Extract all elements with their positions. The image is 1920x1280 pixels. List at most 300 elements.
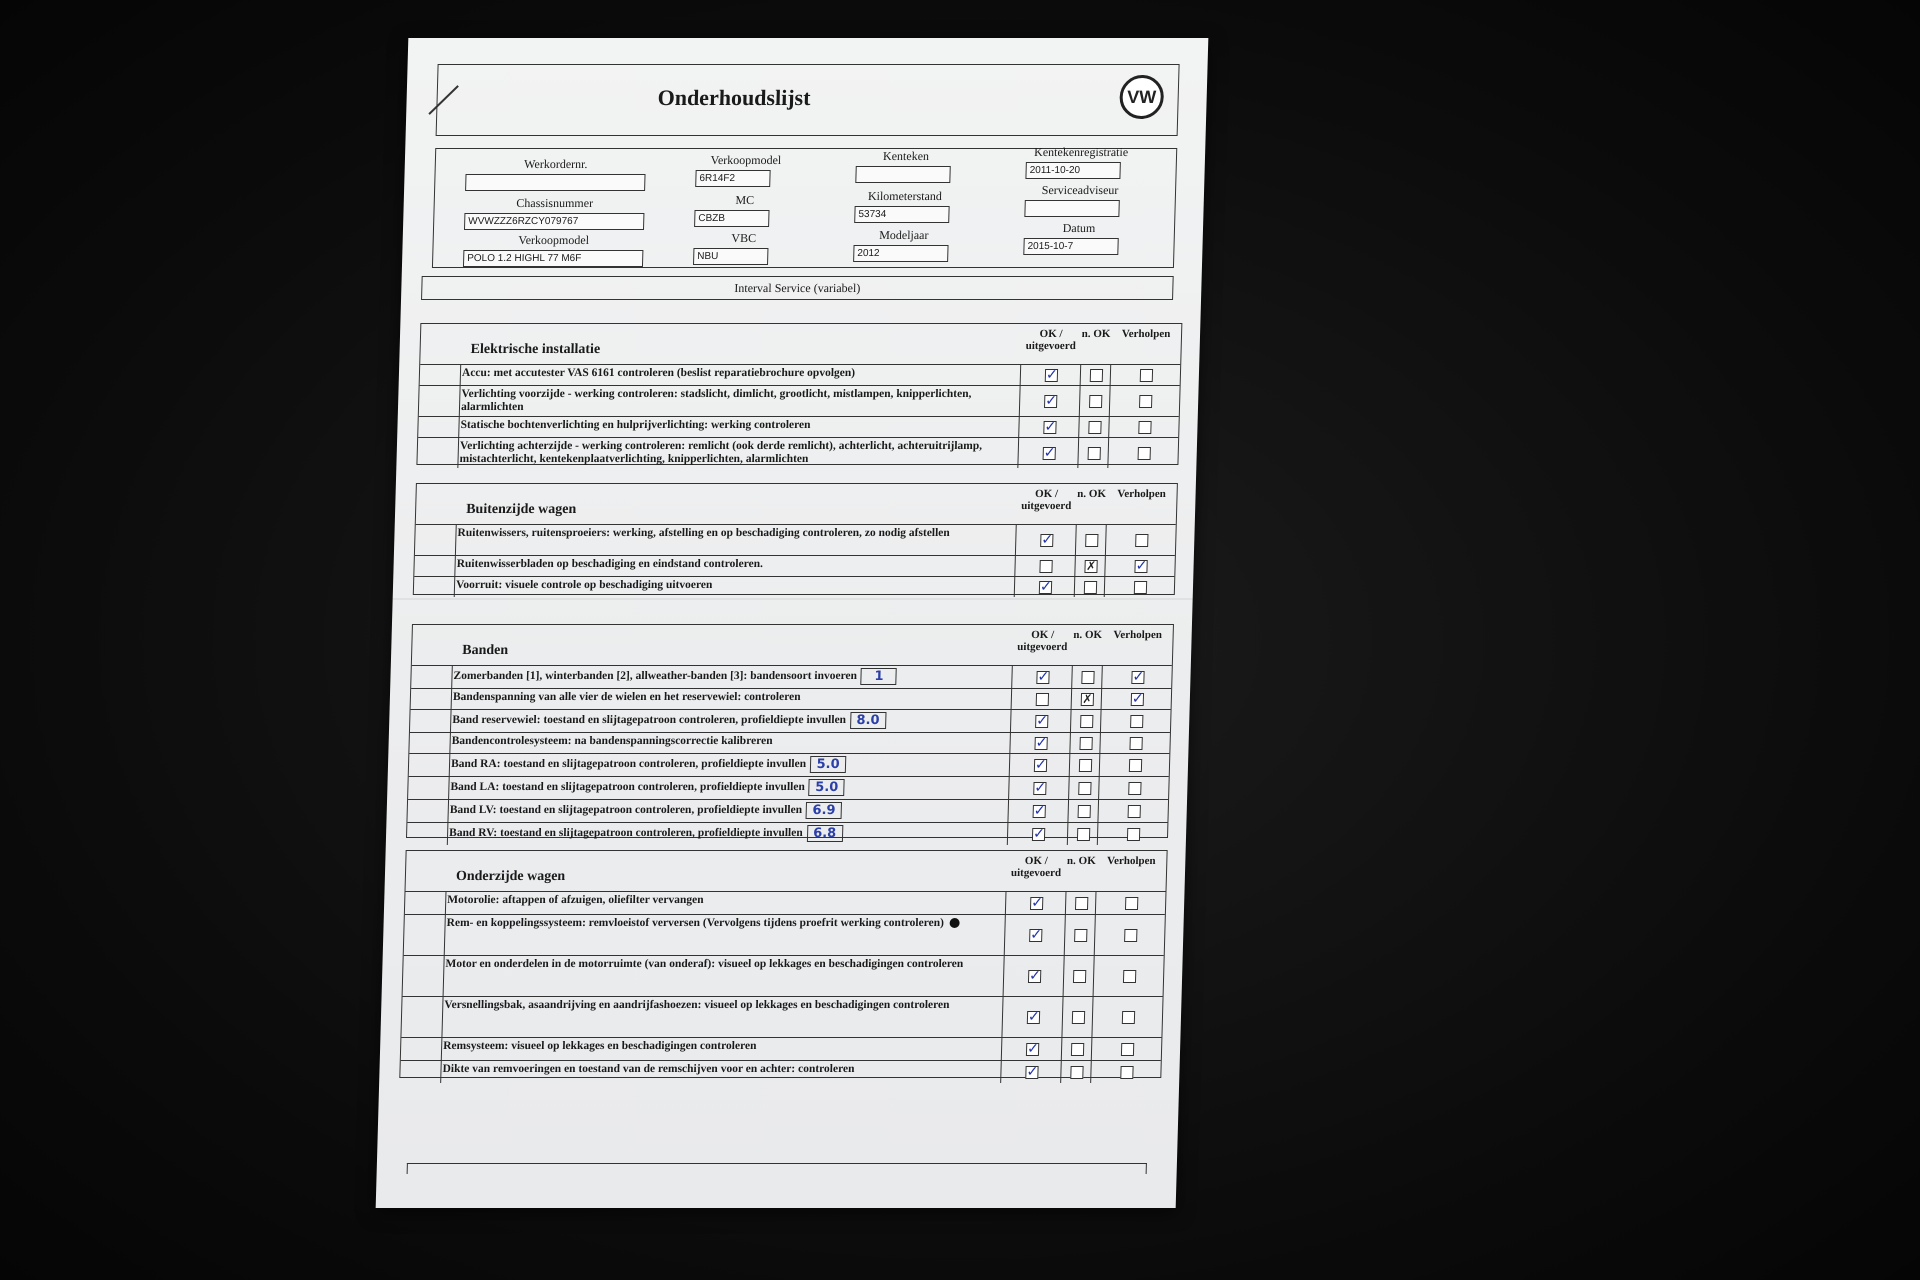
- checklist-row: [407, 822, 1168, 845]
- cell-nok: [1071, 666, 1103, 688]
- fix-checkbox[interactable]: [1128, 782, 1141, 795]
- section-rows: [414, 524, 1176, 597]
- fix-checkbox[interactable]: [1120, 1066, 1133, 1079]
- nok-checkbox[interactable]: [1073, 970, 1086, 983]
- ok-checkbox[interactable]: ✓: [1026, 1064, 1039, 1080]
- row-text: [445, 958, 1003, 971]
- row-label: Zomerbanden [1], winterbanden [2], allweather-banden [3]: bandensoort invoeren: [453, 670, 858, 683]
- row-tab: [401, 1038, 443, 1060]
- cell-ok: [1001, 997, 1063, 1037]
- row-cells: [1000, 1061, 1161, 1083]
- row-text: [450, 802, 1008, 819]
- title-box: [436, 64, 1180, 136]
- paper-fold: [393, 598, 1193, 600]
- cell-nok: [1063, 956, 1095, 996]
- ok-checkbox[interactable]: ✓: [1035, 735, 1048, 751]
- checklist-row: [409, 753, 1170, 776]
- fix-checkbox[interactable]: [1140, 369, 1153, 382]
- cell-ok: [1000, 1061, 1062, 1083]
- bottom-border: [407, 1163, 1147, 1174]
- fix-checkbox[interactable]: ✓: [1131, 691, 1144, 707]
- bullet-dot-icon: [950, 918, 960, 928]
- row-label: Versnellingsbak, asaandrijving en aandrijfashoezen: visueel op lekkages en beschadigingen controleren: [444, 999, 950, 1011]
- cell-fix: [1101, 689, 1173, 709]
- info-verkoopmodel-full: [463, 233, 644, 267]
- row-text: [459, 440, 1018, 466]
- row-cells: [1007, 800, 1168, 822]
- datum-field: 2015-10-7: [1023, 238, 1118, 255]
- fix-checkbox[interactable]: ✓: [1132, 669, 1145, 685]
- cell-fix: [1104, 556, 1176, 576]
- kilometerstand-field: 53734: [854, 206, 949, 223]
- ok-checkbox[interactable]: [1036, 693, 1049, 706]
- cell-fix: [1097, 800, 1169, 822]
- cell-fix: [1109, 386, 1181, 416]
- nok-checkbox[interactable]: [1090, 369, 1103, 382]
- row-tab: [415, 525, 457, 555]
- fix-checkbox[interactable]: [1128, 805, 1141, 818]
- cell-ok: [1010, 710, 1072, 732]
- cell-fix: [1091, 1038, 1163, 1060]
- ok-checkbox[interactable]: ✓: [1034, 757, 1047, 773]
- info-serviceadviseur: [1024, 183, 1135, 217]
- cell-nok: [1065, 892, 1097, 914]
- nok-checkbox[interactable]: ✗: [1085, 559, 1097, 573]
- info-chassisnummer: [464, 196, 645, 230]
- cell-nok: [1061, 997, 1093, 1037]
- column-header-nok: n. OK: [1073, 629, 1103, 641]
- column-header-fix: Verholpen: [1121, 328, 1171, 340]
- row-text: [442, 1063, 1000, 1076]
- section-header: [416, 484, 1177, 524]
- info-label: Kenteken: [882, 149, 930, 163]
- handwritten-value: 5.0: [810, 756, 846, 773]
- row-tab: [420, 365, 462, 385]
- cell-nok: [1067, 823, 1099, 845]
- row-text: [450, 779, 1008, 796]
- column-header-nok: n. OK: [1077, 488, 1107, 500]
- checklist-row: [405, 891, 1166, 914]
- row-tab: [401, 997, 443, 1037]
- column-header-ok: OK / uitgevoerd: [1010, 855, 1062, 879]
- vbc-field: NBU: [693, 248, 768, 265]
- section-title: Banden: [462, 643, 509, 658]
- checklist-row: [407, 799, 1168, 822]
- cell-nok: [1069, 754, 1101, 776]
- verkoopmodel-field: 6R14F2: [695, 170, 770, 187]
- row-text: [452, 735, 1010, 748]
- row-text: [452, 712, 1010, 729]
- row-text: [457, 527, 1015, 540]
- section-1: [413, 483, 1178, 595]
- fix-checkbox[interactable]: [1124, 929, 1137, 942]
- checklist-row: [411, 665, 1172, 688]
- cell-fix: [1108, 417, 1180, 437]
- info-label: Verkoopmodel: [710, 153, 782, 167]
- ok-checkbox[interactable]: ✓: [1044, 393, 1058, 409]
- section-2: [406, 624, 1174, 842]
- nok-checkbox[interactable]: [1075, 897, 1088, 910]
- row-tab: [405, 892, 447, 914]
- column-header-ok: OK / uitgevoerd: [1025, 328, 1076, 352]
- cell-fix: [1107, 438, 1179, 468]
- row-text: [449, 825, 1007, 842]
- row-label: Statische bochtenverlichting en hulprijverlichting: werking controleren: [460, 419, 811, 431]
- row-text: [456, 558, 1014, 571]
- info-kentekenregistratie: [1025, 145, 1136, 179]
- cell-nok: [1074, 556, 1106, 576]
- row-tab: [400, 1061, 442, 1083]
- ok-checkbox[interactable]: ✓: [1030, 895, 1044, 911]
- cell-nok: [1078, 417, 1110, 437]
- column-header-fix: Verholpen: [1106, 855, 1156, 867]
- row-label: Voorruit: visuele controle op beschadiging uitvoeren: [455, 579, 713, 591]
- checklist-row: [400, 1060, 1161, 1083]
- row-text: [447, 894, 1005, 907]
- row-tab: [409, 754, 451, 776]
- fix-checkbox[interactable]: [1129, 737, 1142, 750]
- section-rows: [400, 891, 1165, 1083]
- nok-checkbox[interactable]: [1085, 534, 1098, 547]
- nok-checkbox[interactable]: [1081, 671, 1094, 684]
- checklist-row: [403, 955, 1164, 996]
- cell-nok: [1064, 915, 1096, 955]
- column-header-ok: OK / uitgevoerd: [1017, 629, 1068, 653]
- ok-checkbox[interactable]: ✓: [1044, 419, 1057, 435]
- nok-checkbox[interactable]: [1071, 1043, 1084, 1056]
- row-label: Rem- en koppelingssysteem: remvloeistof verversen (Vervolgens tijdens proefrit werking controleren): [446, 917, 945, 929]
- info-label: Serviceadviseur: [1041, 183, 1119, 197]
- row-tab: [414, 577, 456, 597]
- row-cells: [1004, 915, 1165, 955]
- row-text: [446, 917, 1004, 930]
- cell-fix: [1110, 365, 1182, 385]
- row-cells: [1020, 365, 1181, 385]
- ok-checkbox[interactable]: ✓: [1037, 669, 1050, 685]
- info-kenteken: [855, 149, 956, 183]
- cell-fix: [1099, 733, 1171, 753]
- checklist-row: [414, 555, 1175, 576]
- modeljaar-field: 2012: [853, 245, 948, 262]
- checklist-row: [418, 416, 1179, 437]
- info-modeljaar: [853, 228, 954, 262]
- row-tab: [403, 956, 445, 996]
- checklist-row: [415, 524, 1176, 555]
- info-verkoopmodel: [695, 153, 796, 187]
- ok-checkbox[interactable]: ✓: [1036, 713, 1049, 729]
- cell-fix: [1097, 823, 1169, 845]
- row-cells: [1001, 1038, 1162, 1060]
- cell-nok: [1060, 1061, 1092, 1083]
- nok-checkbox[interactable]: [1072, 1011, 1085, 1024]
- cell-fix: [1105, 525, 1177, 555]
- cell-ok: [1001, 1038, 1063, 1060]
- cell-ok: [1007, 823, 1069, 845]
- row-label: Motorolie: aftappen of afzuigen, oliefilter vervangen: [447, 894, 704, 906]
- row-text: [456, 579, 1014, 592]
- handwritten-value: 5.0: [809, 779, 845, 796]
- nok-checkbox[interactable]: [1079, 737, 1092, 750]
- checklist-row: [409, 732, 1170, 753]
- row-label: Band LV: toestand en slijtagepatroon controleren, profieldiepte invullen: [449, 804, 803, 817]
- row-cells: [1017, 438, 1178, 468]
- row-tab: [408, 777, 450, 799]
- row-label: Verlichting voorzijde - werking controleren: stadslicht, dimlicht, grootlicht, mistlampen, knipperlichten, alarmlichten: [460, 388, 972, 413]
- vw-logo-icon: VW: [1119, 75, 1164, 119]
- row-label: Ruitenwissers, ruitensproeiers: werking, afstelling en op beschadiging controleren, zo nodig afstellen: [457, 527, 950, 539]
- section-rows: [417, 364, 1180, 468]
- fix-checkbox[interactable]: [1122, 1011, 1135, 1024]
- row-cells: [1014, 577, 1175, 597]
- row-text: [451, 756, 1009, 773]
- info-kilometerstand: [854, 189, 955, 223]
- ok-checkbox[interactable]: ✓: [1026, 1041, 1040, 1057]
- cell-nok: [1069, 733, 1101, 753]
- cell-ok: [1003, 956, 1065, 996]
- row-text: [462, 367, 1020, 380]
- kentekenregistratie-field: 2011-10-20: [1025, 162, 1120, 179]
- cell-ok: [1004, 915, 1066, 955]
- row-tab: [411, 666, 453, 688]
- row-cells: [1011, 689, 1172, 709]
- fix-checkbox[interactable]: [1123, 970, 1136, 983]
- fix-checkbox[interactable]: [1135, 534, 1148, 547]
- handwritten-value: 1: [861, 668, 897, 685]
- ok-checkbox[interactable]: ✓: [1032, 826, 1046, 842]
- cell-fix: [1094, 915, 1166, 955]
- ok-checkbox[interactable]: ✓: [1028, 968, 1042, 984]
- row-label: Accu: met accutester VAS 6161 controleren (beslist reparatiebrochure opvolgen): [461, 367, 856, 379]
- chassisnummer-field: WVWZZZ6RZCY079767: [464, 213, 644, 230]
- section-header: [420, 324, 1181, 364]
- cell-nok: [1061, 1038, 1093, 1060]
- column-header-nok: n. OK: [1081, 328, 1111, 340]
- nok-checkbox[interactable]: [1074, 929, 1087, 942]
- column-header-fix: Verholpen: [1117, 488, 1167, 500]
- cell-ok: [1014, 577, 1076, 597]
- section-3: [399, 850, 1167, 1078]
- nok-checkbox[interactable]: [1077, 828, 1090, 841]
- info-label: Kentekenregistratie: [1033, 145, 1129, 159]
- checklist-row: [401, 1037, 1162, 1060]
- row-label: Band reservewiel: toestand en slijtagepatroon controleren, profieldiepte invullen: [452, 714, 847, 727]
- info-label: Kilometerstand: [867, 189, 943, 203]
- cell-ok: [1020, 365, 1082, 385]
- checklist-row: [420, 364, 1181, 385]
- row-text: [461, 388, 1020, 414]
- info-label: Verkoopmodel: [518, 233, 590, 247]
- cell-nok: [1070, 710, 1102, 732]
- nok-checkbox[interactable]: [1070, 1066, 1083, 1079]
- ok-checkbox[interactable]: ✓: [1041, 532, 1054, 548]
- row-cells: [1015, 525, 1176, 555]
- cell-fix: [1100, 710, 1172, 732]
- nok-checkbox[interactable]: [1078, 805, 1091, 818]
- cell-ok: [1015, 525, 1077, 555]
- fix-checkbox[interactable]: ✓: [1135, 558, 1148, 574]
- cell-ok: [1007, 800, 1069, 822]
- row-text: [460, 419, 1018, 432]
- fix-checkbox[interactable]: [1129, 759, 1142, 772]
- info-label: MC: [735, 193, 755, 207]
- row-tab: [418, 417, 460, 437]
- row-tab: [414, 556, 456, 576]
- handwritten-value: 6.9: [806, 802, 842, 819]
- row-cells: [1005, 892, 1166, 914]
- checklist-row: [404, 914, 1165, 955]
- section-title: Buitenzijde wagen: [465, 502, 577, 517]
- section-title: Elektrische installatie: [470, 342, 601, 357]
- row-text: [443, 1040, 1001, 1053]
- column-header-nok: n. OK: [1066, 855, 1096, 867]
- info-label: Datum: [1062, 221, 1096, 235]
- section-header: [412, 625, 1173, 665]
- row-cells: [1018, 417, 1179, 437]
- section-0: [416, 323, 1182, 465]
- cell-ok: [1008, 777, 1070, 799]
- cell-fix: [1091, 997, 1163, 1037]
- cell-fix: [1104, 577, 1176, 597]
- row-text: [444, 999, 1002, 1012]
- nok-checkbox[interactable]: ✗: [1082, 692, 1093, 706]
- checklist-row: [401, 996, 1162, 1037]
- cell-fix: [1093, 956, 1165, 996]
- row-cells: [1001, 997, 1162, 1037]
- row-cells: [1009, 754, 1170, 776]
- row-label: Band RV: toestand en slijtagepatroon controleren, profieldiepte invullen: [448, 827, 803, 840]
- row-tab: [404, 915, 446, 955]
- row-cells: [1007, 823, 1168, 845]
- kenteken-field: [855, 166, 950, 183]
- cell-nok: [1077, 438, 1109, 468]
- row-cells: [1019, 386, 1180, 416]
- row-cells: [1011, 666, 1172, 688]
- info-label: Chassisnummer: [516, 196, 594, 210]
- cell-fix: [1090, 1061, 1162, 1083]
- ok-checkbox[interactable]: [1039, 560, 1052, 573]
- fix-checkbox[interactable]: [1134, 581, 1147, 594]
- ok-checkbox[interactable]: ✓: [1045, 367, 1058, 383]
- nok-checkbox[interactable]: [1088, 447, 1101, 460]
- cell-fix: [1101, 666, 1173, 688]
- row-cells: [1014, 556, 1175, 576]
- info-werkordernr: [465, 157, 646, 191]
- row-cells: [1003, 956, 1164, 996]
- cell-nok: [1071, 689, 1103, 709]
- checklist-row: [417, 437, 1178, 468]
- row-cells: [1010, 710, 1171, 732]
- cell-nok: [1067, 800, 1099, 822]
- maintenance-checklist-sheet: [376, 38, 1209, 1208]
- checklist-row: [410, 709, 1171, 732]
- pen-mark: [428, 85, 458, 115]
- cell-ok: [1005, 892, 1067, 914]
- cell-fix: [1099, 754, 1171, 776]
- cell-ok: [1018, 417, 1080, 437]
- fix-checkbox[interactable]: [1127, 828, 1140, 841]
- ok-checkbox[interactable]: ✓: [1034, 780, 1047, 796]
- handwritten-value: 6.8: [806, 825, 842, 842]
- nok-checkbox[interactable]: [1078, 782, 1091, 795]
- row-label: Motor en onderdelen in de motorruimte (van onderaf): visueel op lekkages en beschadigingen controleren: [445, 958, 964, 970]
- row-label: Verlichting achterzijde - werking controleren: remlicht (ook derde remlicht), achterlicht, achteruitrijlamp, mistachterlicht, kentekenplaatverlichting, knipperlichten, alarmlichten: [459, 440, 983, 465]
- interval-service-label: Interval Service (variabel): [421, 276, 1174, 300]
- cell-nok: [1068, 777, 1100, 799]
- info-label: Werkordernr.: [523, 157, 588, 171]
- nok-checkbox[interactable]: [1079, 759, 1092, 772]
- section-header: [406, 851, 1167, 891]
- info-mc: [694, 193, 795, 227]
- checklist-row: [411, 688, 1172, 709]
- cell-nok: [1079, 386, 1111, 416]
- row-tab: [409, 733, 451, 753]
- fix-checkbox[interactable]: [1139, 395, 1152, 408]
- nok-checkbox[interactable]: [1089, 395, 1102, 408]
- nok-checkbox[interactable]: [1084, 581, 1097, 594]
- cell-nok: [1080, 365, 1112, 385]
- row-label: Ruitenwisserbladen op beschadiging en eindstand controleren.: [456, 558, 764, 570]
- row-label: Remsysteem: visueel op lekkages en beschadigingen controleren: [443, 1040, 757, 1052]
- info-label: Modeljaar: [878, 228, 929, 242]
- serviceadviseur-field: [1024, 200, 1119, 217]
- row-label: Band LA: toestand en slijtagepatroon controleren, profieldiepte invullen: [450, 781, 805, 794]
- fix-checkbox[interactable]: [1121, 1043, 1134, 1056]
- page-title: Onderhoudslijst: [657, 85, 811, 110]
- fix-checkbox[interactable]: [1138, 421, 1151, 434]
- section-title: Onderzijde wagen: [455, 869, 566, 884]
- column-header-ok: OK / uitgevoerd: [1021, 488, 1072, 512]
- handwritten-value: 8.0: [850, 712, 886, 729]
- row-tab: [419, 386, 461, 416]
- row-label: Dikte van remvoeringen en toestand van de remschijven voor en achter: controleren: [442, 1063, 855, 1075]
- row-tab: [417, 438, 459, 468]
- column-header-fix: Verholpen: [1113, 629, 1163, 641]
- fix-checkbox[interactable]: [1130, 715, 1143, 728]
- row-tab: [410, 710, 452, 732]
- verkoopmodel-full-field: POLO 1.2 HIGHL 77 M6F: [463, 250, 643, 267]
- row-cells: [1009, 733, 1170, 753]
- cell-fix: [1098, 777, 1170, 799]
- info-label: VBC: [731, 231, 757, 245]
- cell-fix: [1095, 892, 1167, 914]
- checklist-row: [419, 385, 1180, 416]
- werkordernr-field: [465, 174, 645, 191]
- row-label: Band RA: toestand en slijtagepatroon controleren, profieldiepte invullen: [450, 758, 807, 771]
- fix-checkbox[interactable]: [1138, 447, 1151, 460]
- row-text: [453, 668, 1011, 685]
- cell-ok: [1009, 754, 1071, 776]
- cell-ok: [1014, 556, 1076, 576]
- info-datum: [1023, 221, 1134, 255]
- checklist-row: [408, 776, 1169, 799]
- row-cells: [1008, 777, 1169, 799]
- ok-checkbox[interactable]: ✓: [1043, 445, 1056, 461]
- nok-checkbox[interactable]: [1080, 715, 1093, 728]
- row-label: Bandenspanning van alle vier de wielen en het reservewiel: controleren: [452, 691, 801, 703]
- cell-ok: [1011, 689, 1073, 709]
- ok-checkbox[interactable]: ✓: [1027, 1009, 1040, 1025]
- row-text: [453, 691, 1011, 704]
- row-tab: [411, 689, 453, 709]
- cell-ok: [1019, 386, 1081, 416]
- cell-ok: [1011, 666, 1073, 688]
- ok-checkbox[interactable]: ✓: [1030, 927, 1043, 943]
- nok-checkbox[interactable]: [1088, 421, 1101, 434]
- section-rows: [407, 665, 1172, 845]
- ok-checkbox[interactable]: ✓: [1033, 803, 1046, 819]
- ok-checkbox[interactable]: ✓: [1039, 579, 1052, 595]
- fix-checkbox[interactable]: [1125, 897, 1138, 910]
